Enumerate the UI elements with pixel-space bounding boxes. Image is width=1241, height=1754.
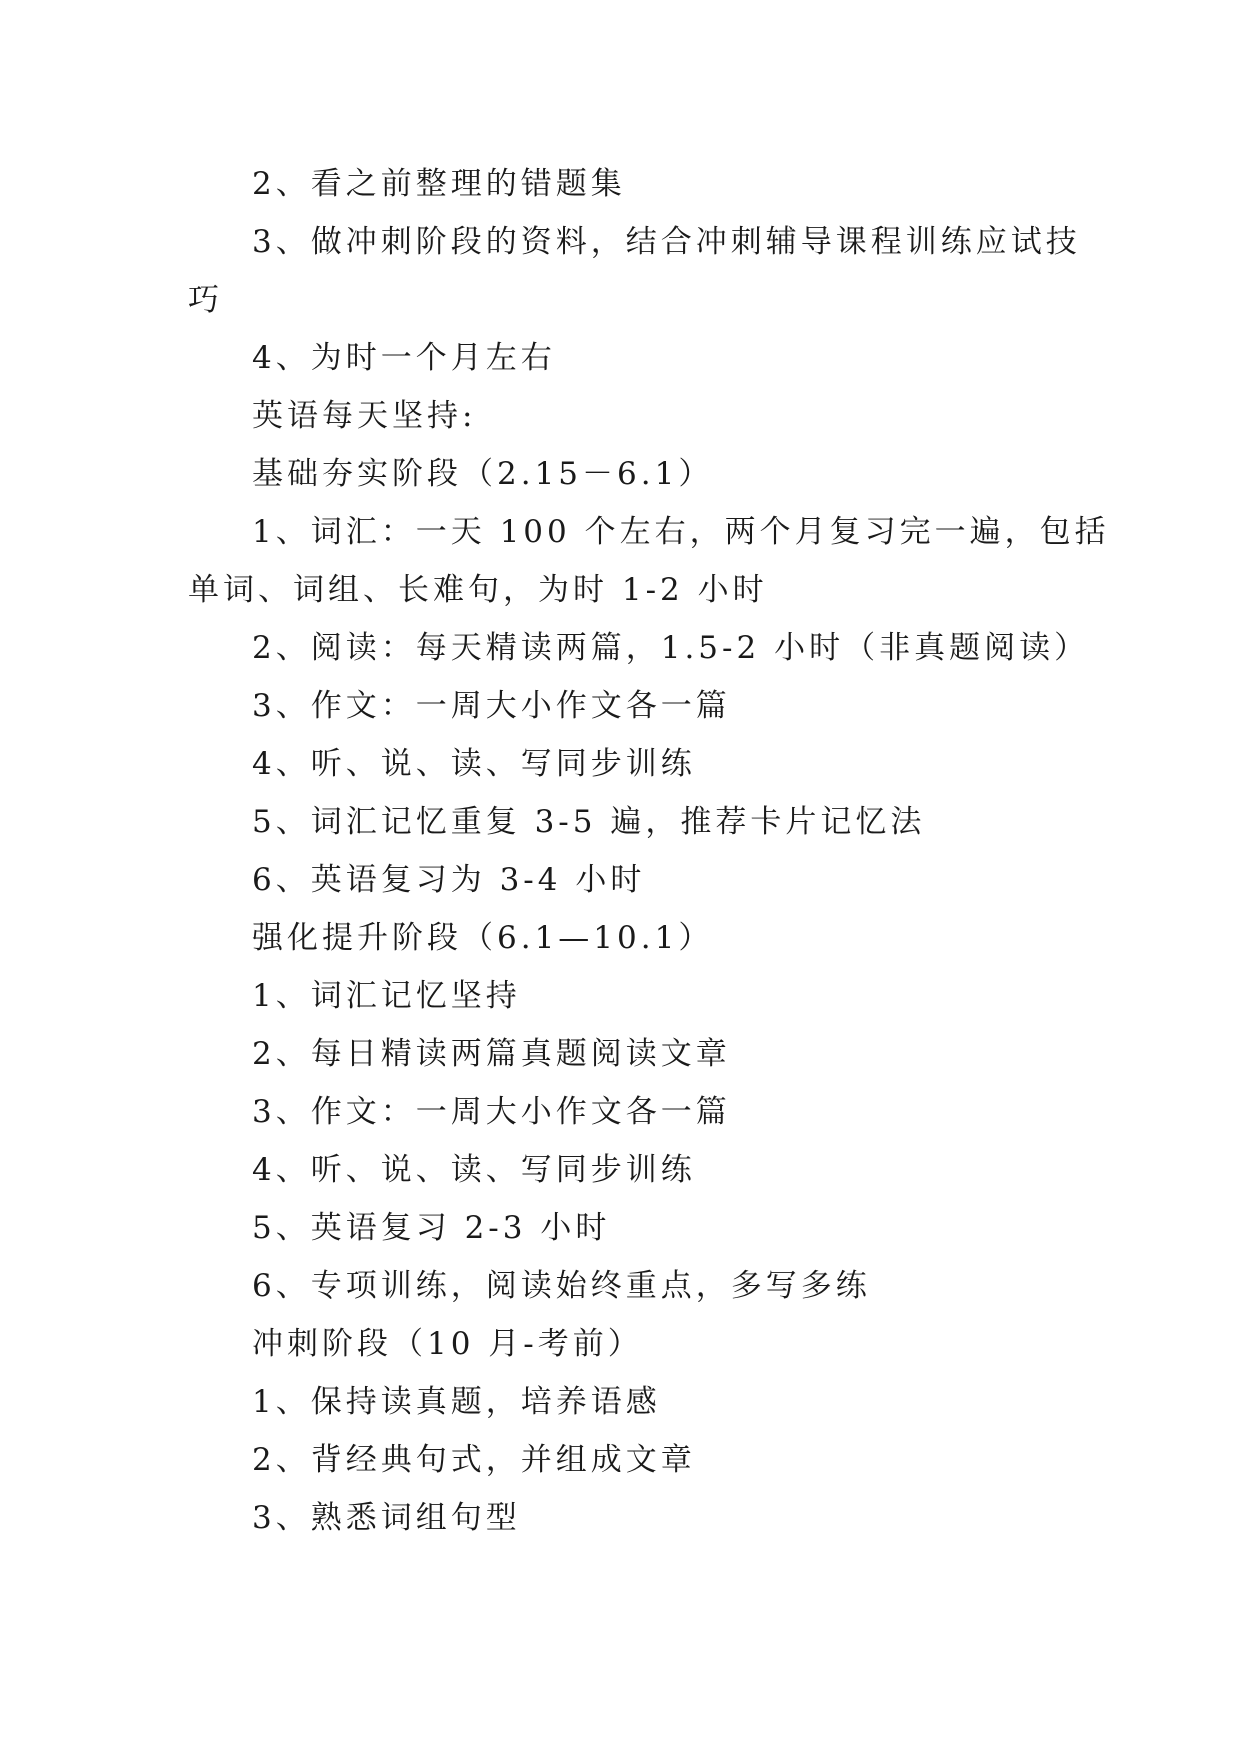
- text-line: 2、背经典句式，并组成文章: [252, 1442, 696, 1478]
- section-heading: 冲刺阶段（10 月-考前）: [252, 1326, 643, 1362]
- text-line: 5、英语复习 2-3 小时: [252, 1210, 611, 1246]
- text-line: 1、词汇：一天 100 个左右，两个月复习完一遍，包括: [252, 514, 1110, 550]
- text-line: 巧: [188, 282, 223, 318]
- text-line: 1、词汇记忆坚持: [252, 978, 521, 1014]
- text-line: 2、看之前整理的错题集: [252, 166, 626, 202]
- section-heading: 英语每天坚持:: [252, 398, 477, 434]
- text-line: 3、熟悉词组句型: [252, 1500, 521, 1536]
- text-line: 5、词汇记忆重复 3-5 遍，推荐卡片记忆法: [252, 804, 926, 840]
- document-body: [188, 155, 1110, 1547]
- text-line: 1、保持读真题，培养语感: [252, 1384, 661, 1420]
- text-line: 4、听、说、读、写同步训练: [252, 1152, 696, 1188]
- text-line: 6、英语复习为 3-4 小时: [252, 862, 646, 898]
- text-line: 3、作文：一周大小作文各一篇: [252, 688, 731, 724]
- text-line: 4、为时一个月左右: [252, 340, 556, 376]
- text-line: 3、作文：一周大小作文各一篇: [252, 1094, 731, 1130]
- section-heading: 基础夯实阶段（2.15－6.1）: [252, 456, 714, 492]
- text-line: 4、听、说、读、写同步训练: [252, 746, 696, 782]
- text-line: 6、专项训练，阅读始终重点，多写多练: [252, 1268, 871, 1304]
- section-heading: 强化提升阶段（6.1—10.1）: [252, 920, 714, 956]
- text-line: 2、每日精读两篇真题阅读文章: [252, 1036, 731, 1072]
- text-line: 3、做冲刺阶段的资料，结合冲刺辅导课程训练应试技: [252, 224, 1081, 260]
- text-line: 单词、词组、长难句，为时 1-2 小时: [188, 572, 768, 608]
- text-line: 2、阅读：每天精读两篇，1.5-2 小时（非真题阅读）: [252, 630, 1090, 666]
